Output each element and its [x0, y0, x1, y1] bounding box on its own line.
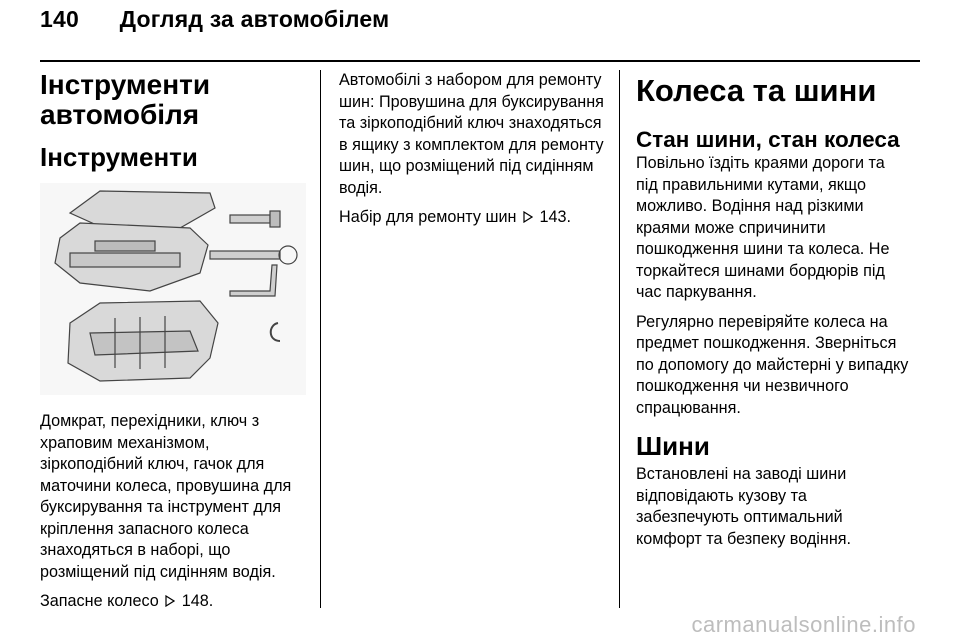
reference-text: Набір для ремонту шин — [339, 208, 517, 226]
spare-wheel-reference — [40, 591, 306, 613]
chapter-title: Догляд за автомобілем — [119, 6, 390, 32]
page-number: 140 — [40, 6, 79, 32]
column-divider-2 — [619, 70, 620, 608]
tire-repair-kit-paragraph: Автомобілі з набором для ремонту шин: Провушина для буксирування та зіркоподібний ключ знаходяться в ящику з комплектом для ремонту шин, що розміщений під сидінням водія. — [339, 71, 604, 197]
tire-repair-reference — [339, 207, 609, 229]
page-reference-arrow-icon — [165, 595, 175, 607]
tire-condition-paragraph-2: Регулярно перевіряйте колеса на предмет пошкодження. Зверніться по допомогу до майстерні у випадку пошкодження чи незвичного спрацювання. — [636, 312, 909, 417]
page-reference-arrow-icon — [523, 211, 533, 223]
subsection-heading-tools: Інструменти — [40, 142, 198, 172]
reference-page: 148. — [181, 592, 214, 610]
section-heading-vehicle-tools: Інструменти автомобіля — [40, 69, 211, 130]
page-header — [40, 6, 389, 33]
tire-condition-paragraph-1: Повільно їздіть краями дороги та під правильними кутами, якщо можливо. Водіння над різкими краями може спричинити пошкодження шини та колеса. Не торкайтеся шинами бордюрів під час паркування. — [636, 154, 890, 301]
reference-page: 143. — [539, 208, 571, 226]
column-divider-1 — [320, 70, 321, 608]
reference-text: Запасне колесо — [40, 592, 159, 610]
tool-kit-illustration — [40, 183, 306, 395]
figure-caption: Домкрат, перехідники, ключ з храповим механізмом, зіркоподібний ключ, гачок для маточини колеса, провушина для буксирування та інструмент для кріплення запасного колеса знаходяться в наборі, що розміщений під сидінням водія. — [40, 412, 292, 581]
column-1 — [40, 70, 306, 621]
tires-paragraph: Встановлені на заводі шини відповідають кузову та забезпечують оптимальний комфорт та безпеку водіння. — [636, 465, 852, 548]
watermark: carmanualsonline.info — [691, 612, 916, 637]
column-3 — [636, 70, 911, 558]
column-2 — [339, 70, 609, 237]
header-rule — [40, 60, 920, 62]
subsection-heading-tires: Шини — [636, 431, 710, 461]
subsection-heading-tire-condition: Стан шини, стан колеса — [636, 127, 900, 152]
section-heading-wheels-tires: Колеса та шини — [636, 73, 877, 108]
